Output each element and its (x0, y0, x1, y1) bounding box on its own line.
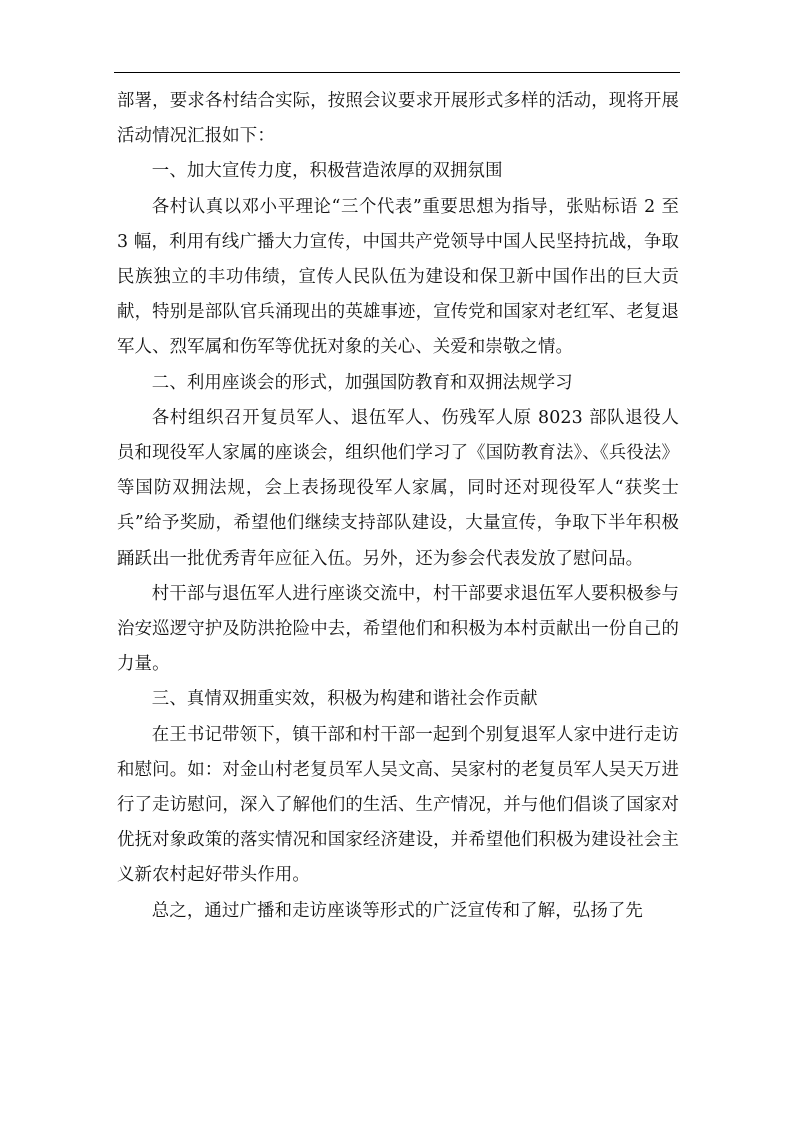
paragraph-continuation: 部署，要求各村结合实际，按照会议要求开展形式多样的活动，现将开展活动情况汇报如下： (117, 91, 679, 147)
paragraph-conclusion: 总之，通过广播和走访座谈等形式的广泛宣传和了解，弘扬了先 (151, 900, 643, 921)
section-heading-2: 二、利用座谈会的形式，加强国防教育和双拥法规学习 (151, 372, 573, 393)
section-heading-1: 一、加大宣传力度，积极营造浓厚的双拥氛围 (151, 161, 503, 182)
document-body (117, 84, 679, 929)
header-rule (114, 72, 680, 73)
paragraph-symposium: 各村组织召开复员军人、退伍军人、伤残军人原 8023 部队退役人员和现役军人家属的座谈会，组织他们学习了《国防教育法》、《兵役法》等国防双拥法规，会上表扬现役军人家属，同时还对现役军人“获奖士兵”给予奖励，希望他们继续支持部队建设，大量宣传，争取下半年积极踊跃出一批优秀青年应征入伍。另外，还为参会代表发放了慰问品。 (117, 407, 679, 569)
section-heading-3: 三、真情双拥重实效，积极为构建和谐社会作贡献 (151, 689, 538, 710)
paragraph-village-cadres: 村干部与退伍军人进行座谈交流中，村干部要求退伍军人要积极参与治安巡逻守护及防洪抢险中去，希望他们和积极为本村贡献出一份自己的力量。 (117, 583, 679, 675)
paragraph-publicity: 各村认真以邓小平理论“三个代表”重要思想为指导，张贴标语 2 至 3 幅，利用有线广播大力宣传，中国共产党领导中国人民坚持抗战，争取民族独立的丰功伟绩，宣传人民队伍为建设和保卫新中国作出的巨大贡献，特别是部队官兵涌现出的英雄事迹，宣传党和国家对老红军、老复退军人、烈军属和伤军等优抚对象的关心、关爱和崇敬之情。 (117, 196, 679, 358)
paragraph-visits: 在王书记带领下，镇干部和村干部一起到个别复退军人家中进行走访和慰问。如：对金山村老复员军人吴文高、吴家村的老复员军人吴天万进行了走访慰问，深入了解他们的生活、生产情况，并与他们倡谈了国家对优抚对象政策的落实情况和国家经济建设，并希望他们积极为建设社会主义新农村起好带头作用。 (117, 724, 679, 886)
